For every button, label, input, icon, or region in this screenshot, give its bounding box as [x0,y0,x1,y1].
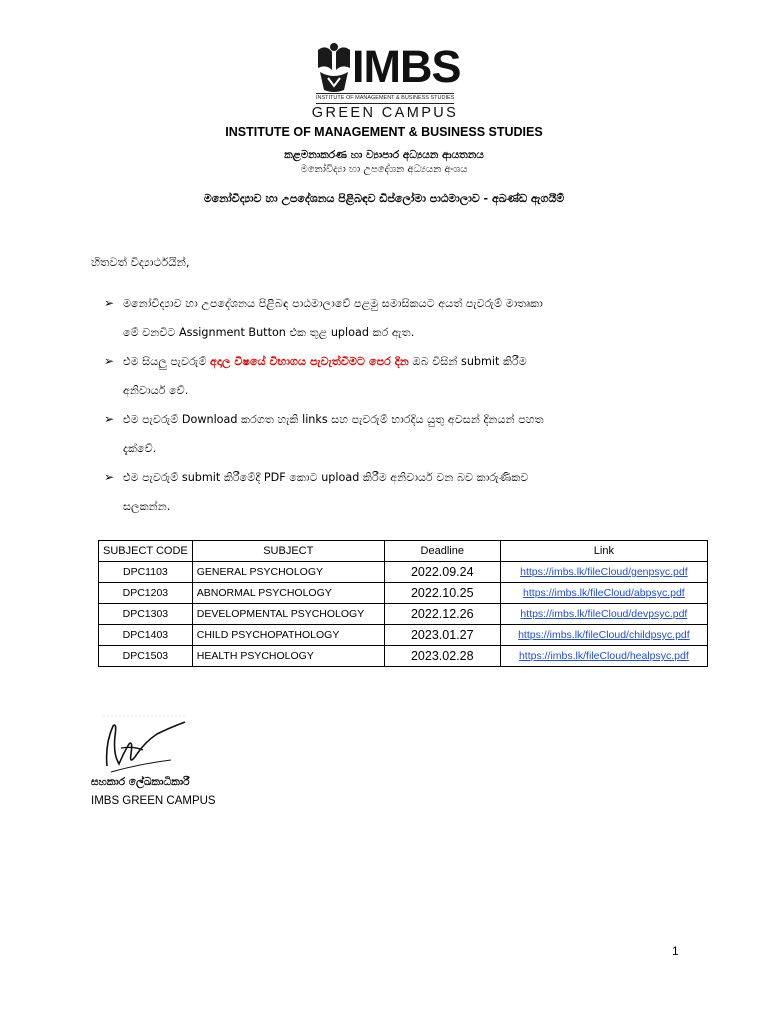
emphasis-text: අදාල විෂයේ විභාගය පැවැත්වීමට පෙර දින [210,355,409,368]
department-name-sinhala: මනෝවිද්‍යා හා උපදේශන අධ්‍යයන අංශය [300,164,468,175]
table-row [99,562,708,583]
arrow-bullet-icon: ➢ [104,354,115,368]
table-row [99,583,708,604]
arrow-bullet-icon: ➢ [104,470,115,484]
deadline-cell: 2023.01.27 [384,625,500,646]
list-item-line: දැක්වේ. [123,442,157,455]
assignment-download-link[interactable]: https://imbs.lk/fileCloud/devpsyc.pdf [500,604,707,625]
assignment-download-link[interactable]: https://imbs.lk/fileCloud/genpsyc.pdf [500,562,707,583]
subject-code-cell: DPC1403 [99,625,193,646]
arrow-bullet-icon: ➢ [104,412,115,426]
subject-code-cell: DPC1203 [99,583,193,604]
list-item-line [123,347,704,376]
table-row [99,646,708,667]
logo-tagline: INSTITUTE OF MANAGEMENT & BUSINESS STUDIES [316,93,454,104]
subject-name-cell: ABNORMAL PSYCHOLOGY [192,583,384,604]
subject-code-cell: DPC1503 [99,646,193,667]
signatory-campus: IMBS GREEN CAMPUS [91,795,216,807]
column-header-deadline: Deadline [384,541,500,562]
subject-name-cell: HEALTH PSYCHOLOGY [192,646,384,667]
deadline-cell: 2023.02.28 [384,646,500,667]
list-item-line: අනිවාර්ය වේ. [123,384,189,397]
subject-code-cell: DPC1103 [99,562,193,583]
deadline-cell: 2022.09.24 [384,562,500,583]
column-header-subject: SUBJECT [192,541,384,562]
imbs-logo [300,34,470,122]
page-number: 1 [672,944,679,958]
arrow-bullet-icon: ➢ [104,296,115,310]
column-header-link: Link [500,541,707,562]
table-row [99,604,708,625]
list-item-text: එම සියලු පැවරුම් [123,355,211,368]
logo-campus-name: GREEN CAMPUS [311,105,459,121]
list-item [104,405,704,463]
assignment-download-link[interactable]: https://imbs.lk/fileCloud/healpsyc.pdf [500,646,707,667]
subject-name-cell: DEVELOPMENTAL PSYCHOLOGY [192,604,384,625]
subject-name-cell: CHILD PSYCHOPATHOLOGY [192,625,384,646]
table-header-row [99,541,708,562]
list-item [104,289,704,347]
list-item-line: සලකන්න. [123,500,171,513]
deadline-cell: 2022.10.25 [384,583,500,604]
institute-name-english: INSTITUTE OF MANAGEMENT & BUSINESS STUDIES [225,125,543,139]
signatory-title: සහකාර ලේඛකාධිකාරී [91,776,190,788]
logo-wordmark: IMBS [352,41,461,92]
course-title: මනෝවිද්‍යාව හා උපදේශනය පිළිබඳව ඩිප්ලෝමා පාඨමාලාව - අඛණ්ඩ ඇගයීම් [203,192,565,205]
logo-emblem-icon [314,40,354,94]
instruction-list [104,289,704,521]
list-item-text: ඔබ විසින් submit කිරීම [408,355,527,368]
deadline-cell: 2022.12.26 [384,604,500,625]
list-item-line: එම පැවරුම් Download කරගත හැකි links සහ පැවරුම් භාරදිය යුතු අවසන් දිනයන් පහත [123,413,544,426]
handwritten-signature [99,714,191,778]
assignment-download-link[interactable]: https://imbs.lk/fileCloud/childpsyc.pdf [500,625,707,646]
list-item [104,463,704,521]
institute-name-sinhala: කළමනාකරණ හා ව්‍යාපාර අධ්‍යයන ආයතනය [284,149,484,161]
list-item-line: එම පැවරුම් submit කිරීමේදී PDF කොට upload කිරීම අනිවාර්ය වන බව කාරුණිකව [123,471,529,484]
list-item-line: මනෝවිද්‍යාව හා උපදේශනය පිළිබඳ පාඨමාලාවේ පළමු සමාසිකයට අයත් පැවරුම් මාතෘකා [123,297,543,310]
column-header-subject-code: SUBJECT CODE [99,541,193,562]
greeting: හිතවත් විද්‍යාර්ථයින්, [91,255,190,269]
list-item-line: මේ වනවිට Assignment Button එක තුළ upload කර ඇත. [123,326,415,339]
subject-name-cell: GENERAL PSYCHOLOGY [192,562,384,583]
assignment-deadline-table [98,540,708,667]
assignment-download-link[interactable]: https://imbs.lk/fileCloud/abpsyc.pdf [500,583,707,604]
list-item [104,347,704,405]
subject-code-cell: DPC1303 [99,604,193,625]
table-row [99,625,708,646]
